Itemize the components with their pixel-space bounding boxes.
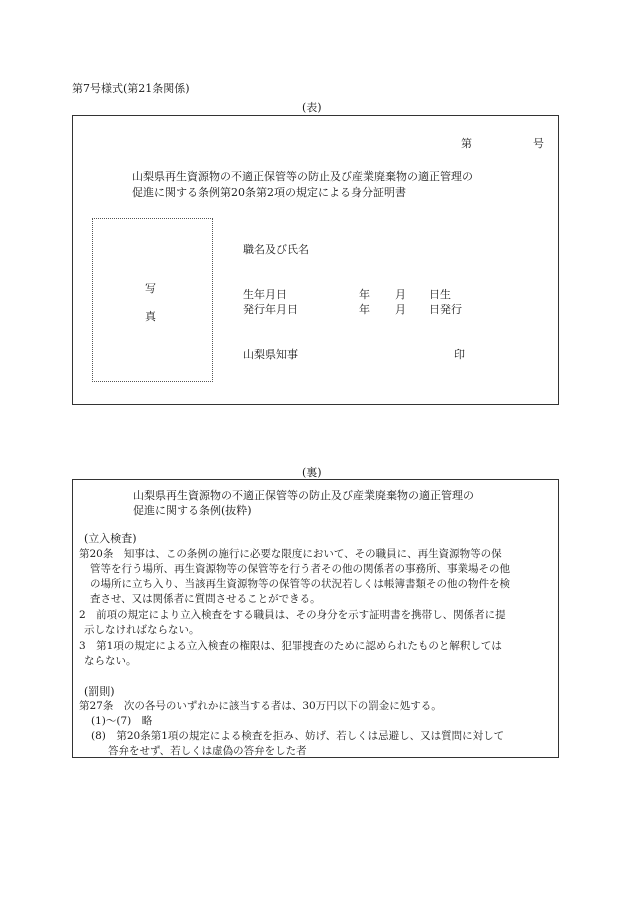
article-27-line: 第27条 次の各号のいずれかに該当する者は、30万円以下の罰金に処する。 — [79, 700, 442, 712]
issue-month-unit: 月 — [395, 303, 406, 316]
birth-date-label: 生年月日 — [243, 288, 287, 301]
article-20-line3: の場所に立ち入り、当該再生資源物等の保管等の状況若しくは帳簿書類その他の物件を検 — [90, 578, 510, 590]
article-20-line1: 第20条 知事は、この条例の施行に必要な限度において、その職員に、再生資源物等の保 — [79, 548, 502, 560]
issue-year-unit: 年 — [359, 303, 370, 316]
seal-mark: 印 — [454, 348, 465, 361]
article-27-item-8-line1: (8) 第20条第1項の規定による検査を拒み、妨げ、若しくは忌避し、又は質問に対して — [91, 730, 505, 742]
back-title-line1: 山梨県再生資源物の不適正保管等の防止及び産業廃棄物の適正管理の — [133, 489, 474, 502]
issue-date-label: 発行年月日 — [243, 303, 298, 316]
article-27-items-1-7: (1)～(7) 略 — [91, 715, 153, 727]
back-title-line2: 促進に関する条例(抜粋) — [133, 504, 252, 517]
governor-label: 山梨県知事 — [243, 348, 298, 361]
back-side-label: (裏) — [302, 466, 322, 479]
name-label: 職名及び氏名 — [243, 243, 309, 256]
article-20-line2: 管等を行う場所、再生資源物等の保管等を行う者その他の関係者の事務所、事業場その他 — [90, 563, 510, 575]
front-title-line2: 促進に関する条例第20条第2項の規定による身分証明書 — [132, 186, 406, 199]
back-excerpt-box — [72, 479, 559, 758]
birth-month-unit: 月 — [395, 288, 406, 301]
article-20-para3-line2: ならない。 — [84, 655, 137, 667]
article-20-para2-line1: 2 前項の規定により立入検査をする職員は、その身分を示す証明書を携帯し、関係者に提 — [79, 609, 506, 621]
section-heading-inspection: (立入検査) — [84, 532, 137, 545]
front-certificate-box — [72, 115, 559, 405]
birth-year-unit: 年 — [359, 288, 370, 301]
certificate-number-suffix: 号 — [533, 137, 544, 150]
front-title-line1: 山梨県再生資源物の不適正保管等の防止及び産業廃棄物の適正管理の — [132, 170, 473, 183]
section-heading-penalty: (罰則) — [84, 685, 115, 698]
front-side-label: (表) — [302, 101, 322, 114]
article-27-item-8-line2: 答弁をせず、若しくは虚偽の答弁をした者 — [108, 745, 307, 757]
article-20-para2-line2: 示しなければならない。 — [84, 624, 200, 636]
certificate-number-prefix: 第 — [461, 137, 472, 150]
birth-day-unit: 日生 — [429, 288, 451, 301]
photo-char-2: 真 — [145, 310, 156, 323]
article-20-line4: 査させ、又は関係者に質問させることができる。 — [90, 593, 321, 605]
issue-day-unit: 日発行 — [429, 303, 462, 316]
form-label: 第7号様式(第21条関係) — [72, 82, 190, 95]
article-20-para3-line1: 3 第1項の規定による立入検査の権限は、犯罪捜査のために認められたものと解釈しては — [79, 640, 502, 652]
photo-char-1: 写 — [145, 282, 156, 295]
photo-placeholder — [92, 218, 213, 382]
